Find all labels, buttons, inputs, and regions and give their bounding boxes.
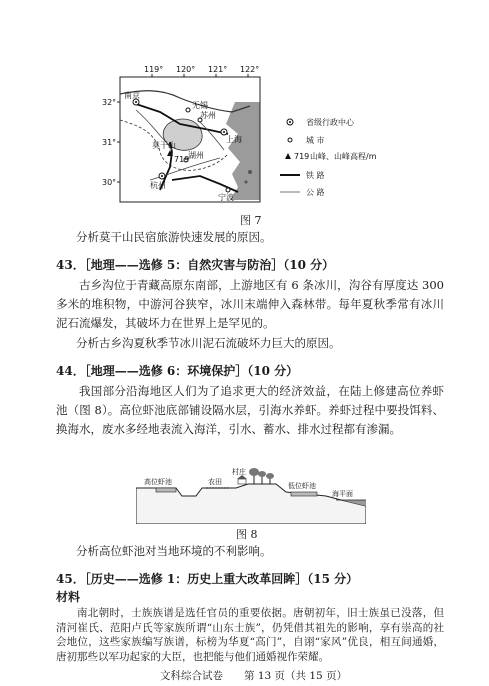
q43-prompt: 分析古乡沟夏秋季节冰川泥石流破坏力巨大的原因。 [76,336,341,350]
lon-label: 121° [208,65,228,74]
village-icon [237,475,247,484]
legend-city-label: 城 市 [306,136,325,145]
place-label-suzhou: 苏州 [200,111,216,120]
elevation-label: 719 [174,155,190,164]
island [248,170,252,174]
capital-marker-shanghai-dot [223,131,225,133]
q44-prompt: 分析高位虾池对当地环境的不利影响。 [76,544,272,558]
shrimp-pond-diagram [136,466,366,524]
figure-8-caption: 图 8 [236,528,258,541]
lat-label: 31° [102,138,117,147]
legend-capital-label: 省级行政中心 [306,118,354,127]
label-village: 村庄 [232,468,246,476]
island [245,181,248,184]
label-low-pond: 低位虾池 [288,482,316,490]
city-marker-wuxi [186,108,190,112]
place-label-hangzhou: 杭州 [150,181,166,190]
place-label-huzhou: 湖州 [188,151,204,160]
figure-7 [100,62,420,212]
lon-label: 122° [240,65,260,74]
figure-7-caption: 图 7 [240,214,262,227]
lat-label: 30° [102,178,117,187]
legend-peak-symbol [285,153,291,159]
q45-body: 南北朝时，士族族谱是选任官员的重要依据。唐朝初年，旧士族虽已没落，但清河崔氏、范阳卢氏等家族所谓“山东士族”，仍凭借其祖先的影响，享有崇高的社会地位，这些家族编写族谱，标榜为华夏“高门”，自诩“家风”优良，相互间通婚，唐初那些以军功起家的大臣，也把能与他们通婚视作荣耀。 [56,607,444,663]
trees-icon [249,468,274,484]
q44-body: 我国部分沿海地区人们为了追求更大的经济效益，在陆上修建高位养虾池（图 8）。高位虾池底部铺设隔水层，引海水养虾。养虾过程中要投饵料、换海水，废水多经地表流入海洋，引水、蓄水、排水过程都有渗漏。 [56,384,444,436]
legend-peak-elevation: 719 [294,152,310,161]
label-high-pond: 高位虾池 [144,478,172,486]
legend-highway-label: 公 路 [306,188,325,197]
place-label-moganshan: 莫干山 [152,141,176,150]
high-pond-water [156,488,176,492]
q43-body: 古乡沟位于青藏高原东南部，上游地区有 6 条冰川，沟谷有厚度达 300 多米的堆积物，中游河谷狭窄，冰川末端伸入森林带。每年夏秋季常有冰川泥石流爆发，其破坏力在世界上是罕见的。 [56,278,444,330]
label-sea-level: 海平面 [332,490,353,498]
lon-label: 120° [176,65,196,74]
place-label-shanghai: 上海 [226,135,242,144]
q43-header: 43．［地理——选修 5：自然灾害与防治］（10 分） [56,258,335,272]
q45-material-label: 材料 [56,590,81,604]
q45-header: 45．［历史——选修 1：历史上重大改革回眸］（15 分） [56,572,359,586]
figure-8 [136,466,366,524]
label-farmland: 农田 [208,478,222,486]
capital-marker-nanjing-dot [135,101,137,103]
lon-label: 119° [144,65,164,74]
capital-marker-hangzhou-dot [161,175,163,177]
place-label-nanjing: 南京 [124,91,140,100]
legend-city-symbol [288,138,292,142]
legend-capital-symbol-dot [289,121,291,123]
q44-header: 44．［地理——选修 6：环境保护］（10 分） [56,364,299,378]
low-pond-water [291,492,317,496]
city-marker-ningbo [226,188,230,192]
place-label-wuxi: 无锡 [192,101,208,110]
highway-line [200,122,224,150]
sea-area [226,102,260,200]
q42-prompt: 分析莫干山民宿旅游快速发展的原因。 [76,230,272,244]
lat-label: 32° [102,98,117,107]
place-label-ningbo: 宁波 [218,193,234,202]
legend-railway-label: 铁 路 [306,171,325,180]
map-legend [280,117,377,197]
legend-peak-label: 山峰、山峰高程/m [310,152,377,161]
page-footer: 文科综合试卷 第 13 页（共 15 页） [160,670,348,682]
map-figure-7 [100,62,420,212]
